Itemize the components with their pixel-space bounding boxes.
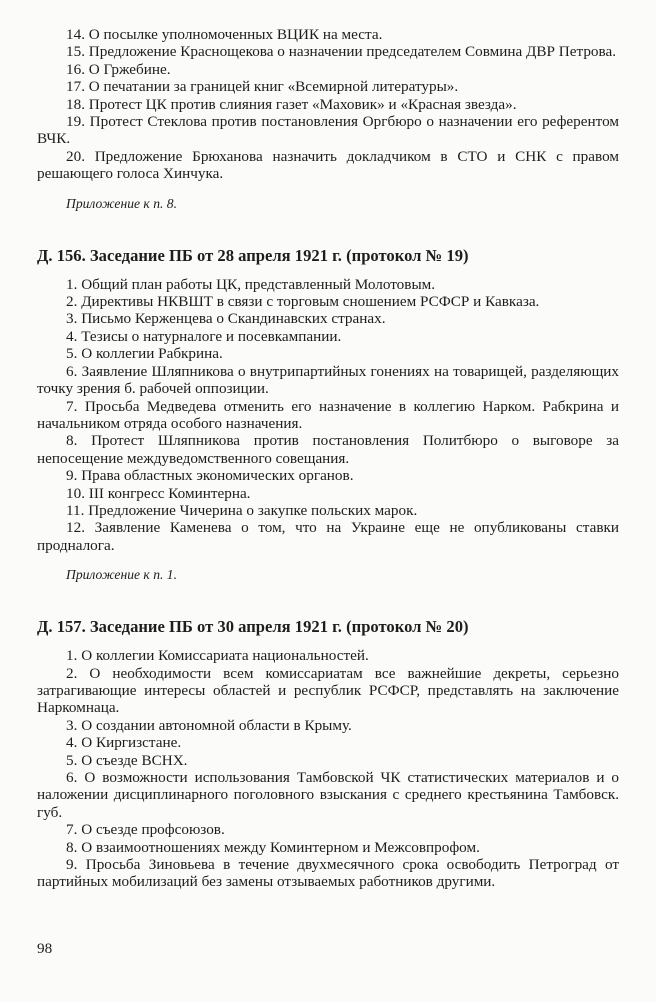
list-item: 6. О возможности использования Тамбовской ЧК статистических материалов и о наложении дисциплинарного поголовного взыскания с среднего крестьянина Тамбовск. губ.: [37, 769, 619, 821]
list-item: 1. Общий план работы ЦК, представленный Молотовым.: [66, 275, 436, 293]
list-item: 3. О создании автономной области в Крыму.: [66, 716, 352, 734]
list-item: 9. Просьба Зиновьева в течение двухмесячного срока освободить Петроград от партийных мобилизаций без замены отзываемых работников другими.: [37, 856, 619, 891]
page-number: 98: [37, 940, 53, 957]
list-item: 17. О печатании за границей книг «Всемирной литературы».: [66, 78, 459, 96]
list-item: 14. О посылке уполномоченных ВЦИК на места.: [66, 26, 383, 43]
list-item: 15. Предложение Краснощекова о назначении председателем Совмина ДВР Петрова.: [66, 43, 617, 61]
appendix-note: Приложение к п. 1.: [66, 567, 177, 583]
list-item: 9. Права областных экономических органов.: [66, 467, 354, 485]
list-item: 4. Тезисы о натурналоге и посевкампании.: [66, 327, 342, 345]
list-item: 5. О съезде ВСНХ.: [66, 751, 188, 769]
list-item: 5. О коллегии Рабкрина.: [66, 345, 223, 363]
list-item: 20. Предложение Брюханова назначить докладчиком в СТО и СНК с правом решающего голоса Хинчука.: [37, 147, 619, 183]
list-item: 10. III конгресс Коминтерна.: [66, 484, 251, 502]
document-156-heading: Д. 156. Заседание ПБ от 28 апреля 1921 г. (протокол № 19): [37, 245, 469, 265]
list-item: 7. О съезде профсоюзов.: [66, 821, 225, 839]
list-item: 8. О взаимоотношениях между Коминтерном и Межсовпрофом.: [66, 838, 480, 856]
document-157-heading: Д. 157. Заседание ПБ от 30 апреля 1921 г. (протокол № 20): [37, 617, 469, 637]
list-item: 2. Директивы НКВШТ в связи с торговым сношением РСФСР и Кавказа.: [66, 293, 540, 311]
list-item: 16. О Гржебине.: [66, 60, 171, 78]
intro-item-list: [37, 26, 619, 183]
list-item: 8. Протест Шляпникова против постановления Политбюро о выговоре за непосещение междуведомственного совещания.: [37, 432, 619, 467]
page-body: [37, 26, 619, 891]
list-item: 2. О необходимости всем комиссариатам все важнейшие декреты, серьезно затрагивающие интересы областей и республик РСФСР, представлять на заключение Наркомнаца.: [37, 664, 619, 717]
list-item: 11. Предложение Чичерина о закупке польских марок.: [66, 501, 418, 519]
list-item: 3. Письмо Керженцева о Скандинавских странах.: [66, 310, 386, 328]
list-item: 7. Просьба Медведева отменить его назначение в коллегию Нарком. Рабкрина и начальником отряда особого назначения.: [37, 397, 619, 432]
document-157-item-list: [37, 647, 619, 891]
list-item: 6. Заявление Шляпникова о внутрипартийных гонениях на товарищей, разделяющих точку зрения б. рабочей оппозиции.: [37, 362, 619, 398]
list-item: 12. Заявление Каменева о том, что на Украине еще не опубликованы ставки продналога.: [37, 519, 619, 554]
list-item: 1. О коллегии Комиссариата национальностей.: [66, 647, 369, 665]
appendix-note: Приложение к п. 8.: [66, 195, 177, 211]
list-item: 19. Протест Стеклова против постановления Оргбюро о назначении его референтом ВЧК.: [37, 113, 619, 148]
document-156-item-list: [37, 276, 619, 555]
list-item: 4. О Киргизстане.: [66, 734, 182, 752]
list-item: 18. Протест ЦК против слияния газет «Маховик» и «Красная звезда».: [66, 95, 517, 113]
